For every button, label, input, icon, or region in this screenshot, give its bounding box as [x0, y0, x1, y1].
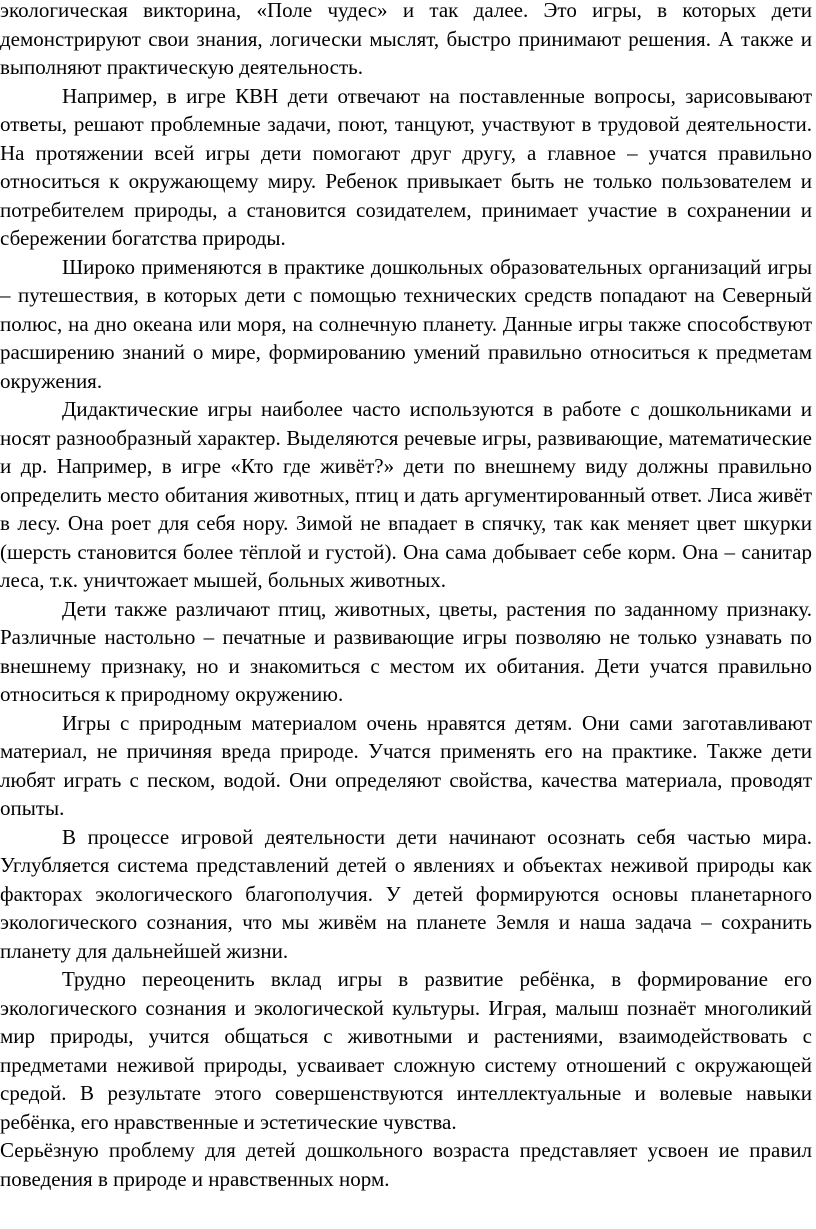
paragraph-ecological-awareness: В процессе игровой деятельности дети начинают осознать себя частью мира. Углубляется система представлений детей о явлениях и объектах неживой природы как факторах экологического благополучия. У детей формируются основы планетарного экологического сознания, что мы живём на планете Земля и наша задача – сохранить планету для дальнейшей жизни.	[0, 824, 812, 963]
paragraph-continuation: экологическая викторина, «Поле чудес» и так далее. Это игры, в которых дети демонстрируют свои знания, логически мыслят, быстро принимают решения. А также и выполняют практическую деятельность.	[0, 0, 812, 79]
paragraph-behavior-rules: Серьёзную проблему для детей дошкольного возраста представляет усвоен ие правил поведения в природе и нравственных норм.	[0, 1138, 812, 1191]
paragraph-kvn-game: Например, в игре КВН дети отвечают на поставленные вопросы, зарисовывают ответы, решают проблемные задачи, поют, танцуют, участвуют в трудовой деятельности. На протяжении всей игры дети помогают друг другу, а главное – учатся правильно относиться к окружающему миру. Ребенок привыкает быть не только пользователем и потребителем природы, а становится созидателем, принимает участие в сохранении и сбережении богатства природы.	[0, 83, 812, 250]
paragraph-board-games: Дети также различают птиц, животных, цветы, растения по заданному признаку. Различные настольно – печатные и развивающие игры позволяю не только узнавать по внешнему признаку, но и знакомиться с местом их обитания. Дети учатся правильно относиться к природному окружению.	[0, 596, 812, 706]
paragraph-didactic-games: Дидактические игры наиболее часто используются в работе с дошкольниками и носят разнообразный характер. Выделяются речевые игры, развивающие, математические и др. Например, в игре «Кто где живёт?» дети по внешнему виду должны правильно определить место обитания животных, птиц и дать аргументированный ответ. Лиса живёт в лесу. Она роет для себя нору. Зимой не впадает в спячку, так как меняет цвет шкурки (шерсть становится более тёплой и густой). Она сама добывает себе корм. Она – санитар леса, т.к. уничтожает мышей, больных животных.	[0, 397, 812, 592]
paragraph-game-contribution: Трудно переоценить вклад игры в развитие ребёнка, в формирование его экологического сознания и экологической культуры. Играя, малыш познаёт многоликий мир природы, учится общаться с животными и растениями, взаимодействовать с предметами неживой природы, усваивает сложную систему отношений с окружающей средой. В результате этого совершенствуются интеллектуальные и волевые навыки ребёнка, его нравственные и эстетические чувства.	[0, 967, 812, 1134]
paragraph-travel-games: Широко применяются в практике дошкольных образовательных организаций игры – путешествия, в которых дети с помощью технических средств попадают на Северный полюс, на дно океана или моря, на солнечную планету. Данные игры также способствуют расширению знаний о мире, формированию умений правильно относиться к предметам окружения.	[0, 254, 812, 393]
paragraph-natural-materials: Игры с природным материалом очень нравятся детям. Они сами заготавливают материал, не причиняя вреда природе. Учатся применять его на практике. Также дети любят играть с песком, водой. Они определяют свойства, качества материала, проводят опыты.	[0, 710, 812, 820]
